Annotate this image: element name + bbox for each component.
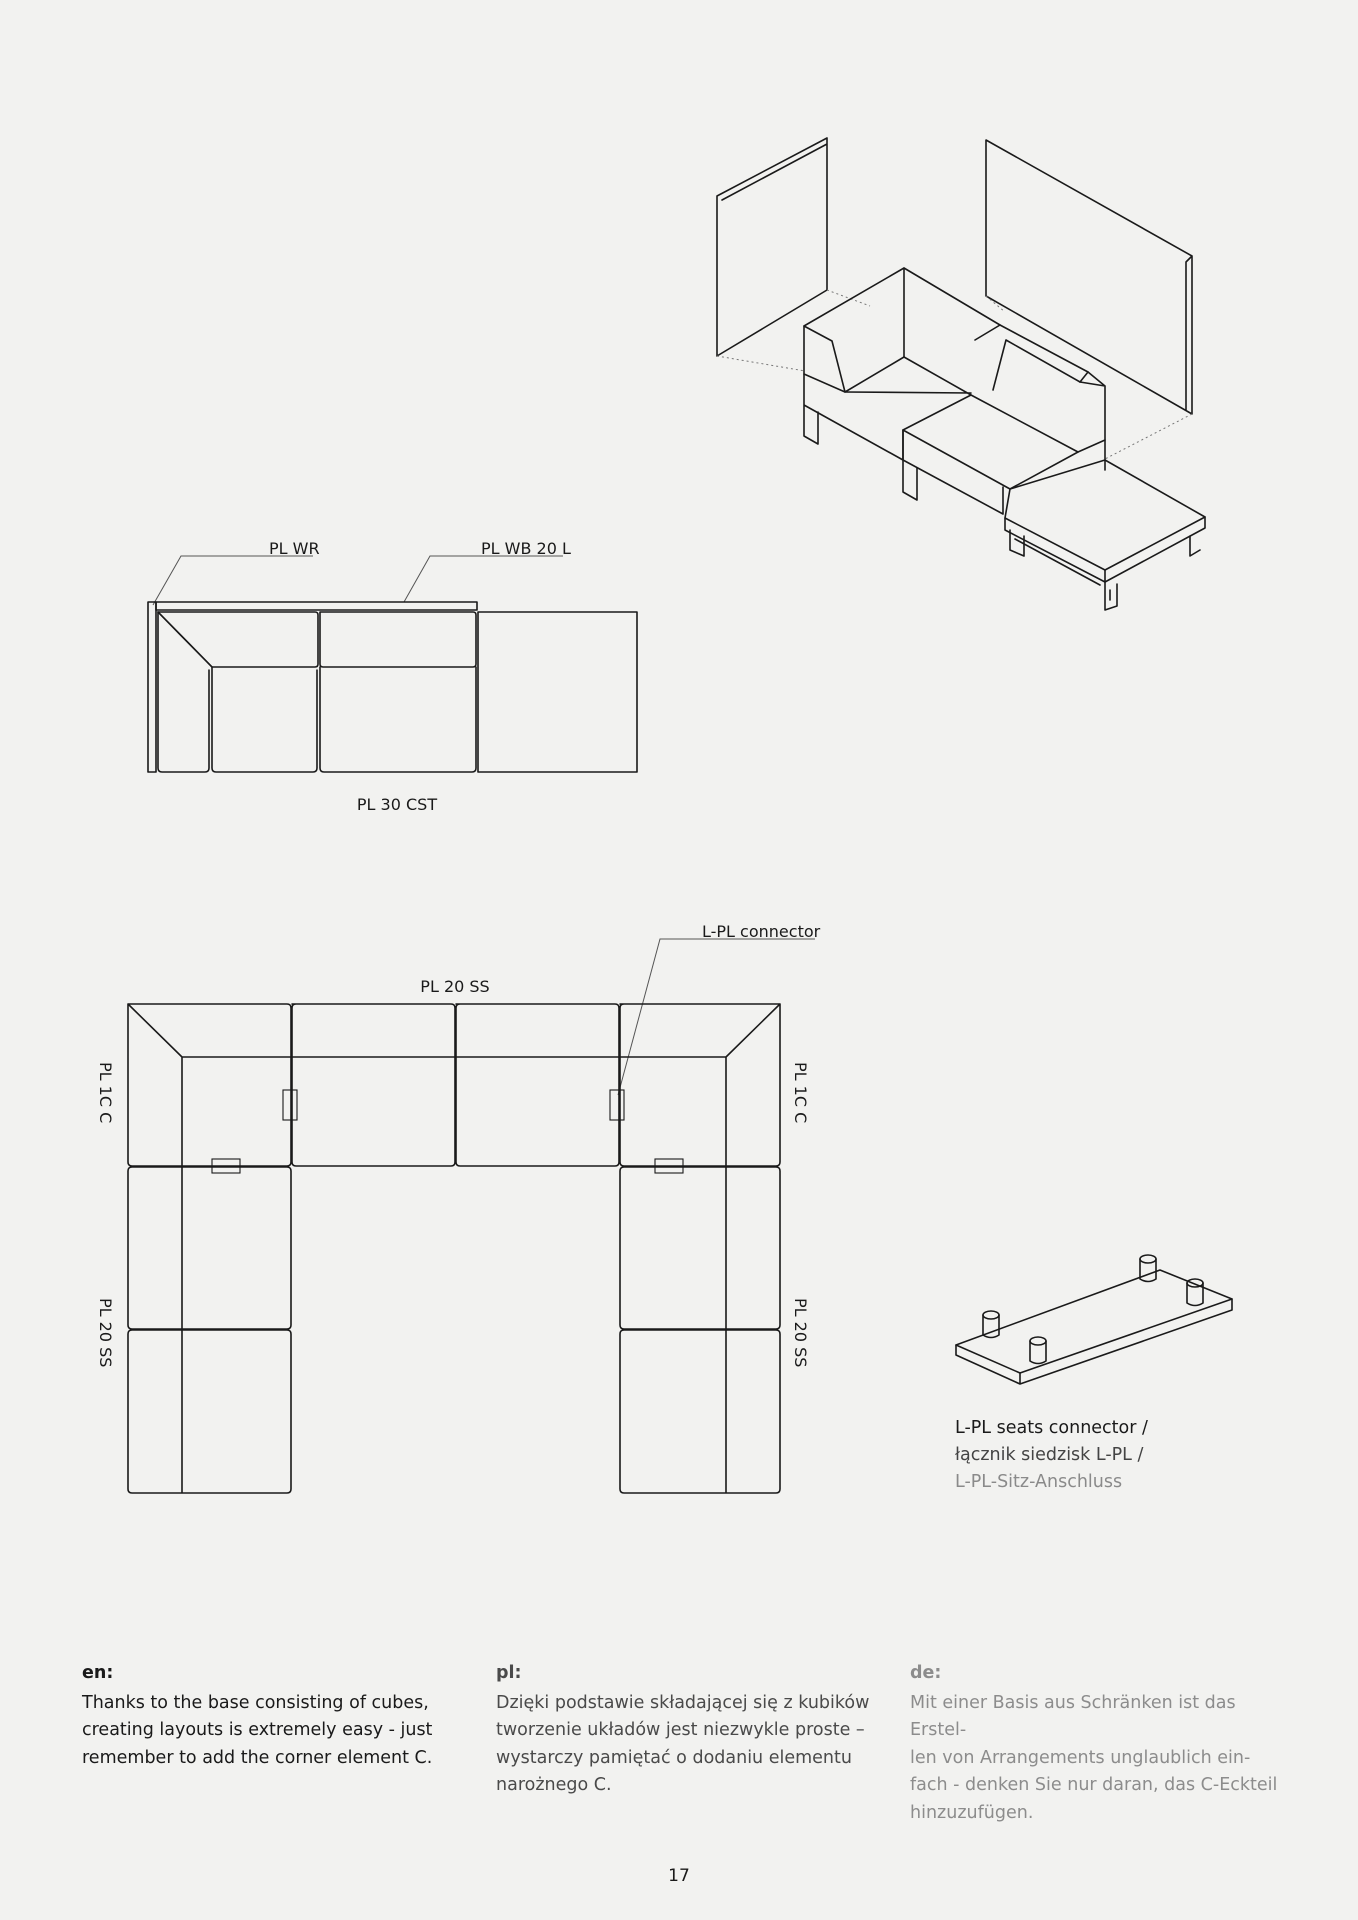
text-line: len von Arrangements unglaublich ein- bbox=[910, 1747, 1251, 1768]
connector-plate-illustration bbox=[956, 1255, 1232, 1384]
elevation-seat-left bbox=[212, 667, 317, 772]
elevation-table bbox=[478, 612, 637, 772]
lang-label-pl: pl: bbox=[496, 1663, 522, 1683]
label-pl-20-ss-left: PL 20 SS bbox=[96, 1298, 115, 1368]
plan-left-seat-1 bbox=[128, 1167, 291, 1329]
plan-corner-right bbox=[620, 1004, 780, 1166]
text-line: fach - denken Sie nur daran, das C-Eckteil bbox=[910, 1775, 1278, 1795]
elevation-seat-mid bbox=[320, 667, 476, 772]
left-screen-panel bbox=[717, 138, 827, 356]
page-number: 17 bbox=[668, 1866, 690, 1886]
lang-label-en: en: bbox=[82, 1663, 114, 1683]
plan-corner-left bbox=[128, 1004, 291, 1166]
plan-top-seat-2 bbox=[456, 1004, 619, 1166]
label-pl-30-cst: PL 30 CST bbox=[356, 795, 438, 814]
right-armrest bbox=[1078, 372, 1105, 452]
lang-label-de: de: bbox=[910, 1663, 942, 1683]
text-line: remember to add the corner element C. bbox=[82, 1747, 433, 1768]
plan-top-seat-1 bbox=[292, 1004, 455, 1166]
elevation-drawing bbox=[148, 539, 637, 814]
text-line: Mit einer Basis aus Schränken ist das Erstel- bbox=[910, 1692, 1236, 1740]
text-line: tworzenie układów jest niezwykle proste – bbox=[496, 1720, 865, 1740]
text-line: Thanks to the base consisting of cubes, bbox=[82, 1692, 429, 1713]
isometric-sofa-illustration bbox=[717, 138, 1205, 610]
plan-right-seat-1 bbox=[620, 1167, 780, 1329]
elevation-back-cushion-left bbox=[158, 612, 318, 667]
connector-caption-en: L-PL seats connector / bbox=[955, 1418, 1148, 1438]
plan-connector-2 bbox=[610, 1090, 624, 1120]
plan-drawing bbox=[96, 922, 821, 1493]
sofa-back bbox=[804, 268, 1000, 326]
connector-caption-de: L-PL-Sitz-Anschluss bbox=[955, 1472, 1123, 1492]
plan-connector-1 bbox=[283, 1090, 297, 1120]
connector-caption bbox=[955, 1415, 1148, 1496]
description-polish bbox=[496, 1660, 876, 1800]
description-german bbox=[910, 1660, 1290, 1827]
plan-left-seat-2 bbox=[128, 1330, 291, 1493]
label-l-pl-connector: L-PL connector bbox=[702, 922, 821, 941]
connector-caption-pl: łącznik siedzisk L-PL / bbox=[955, 1445, 1144, 1465]
left-armrest bbox=[804, 326, 904, 392]
text-line: hinzuzufügen. bbox=[910, 1802, 1034, 1823]
text-line: wystarczy pamiętać o dodaniu elementu bbox=[496, 1747, 852, 1768]
description-english bbox=[82, 1660, 462, 1772]
text-line: creating layouts is extremely easy - just bbox=[82, 1720, 433, 1740]
label-pl-wr: PL WR bbox=[269, 539, 320, 558]
label-pl-20-ss-top: PL 20 SS bbox=[420, 977, 490, 996]
label-pl-wb-20-l: PL WB 20 L bbox=[481, 539, 571, 558]
label-pl-20-ss-right: PL 20 SS bbox=[791, 1298, 810, 1368]
plan-right-seat-2 bbox=[620, 1330, 780, 1493]
text-line: Dzięki podstawie składającej się z kubików bbox=[496, 1692, 870, 1713]
label-pl-1c-c-left: PL 1C C bbox=[96, 1062, 115, 1124]
side-table bbox=[1005, 460, 1205, 570]
text-line: narożnego C. bbox=[496, 1775, 612, 1795]
label-pl-1c-c-right: PL 1C C bbox=[791, 1062, 810, 1124]
elevation-back-cushion-right bbox=[320, 612, 476, 667]
